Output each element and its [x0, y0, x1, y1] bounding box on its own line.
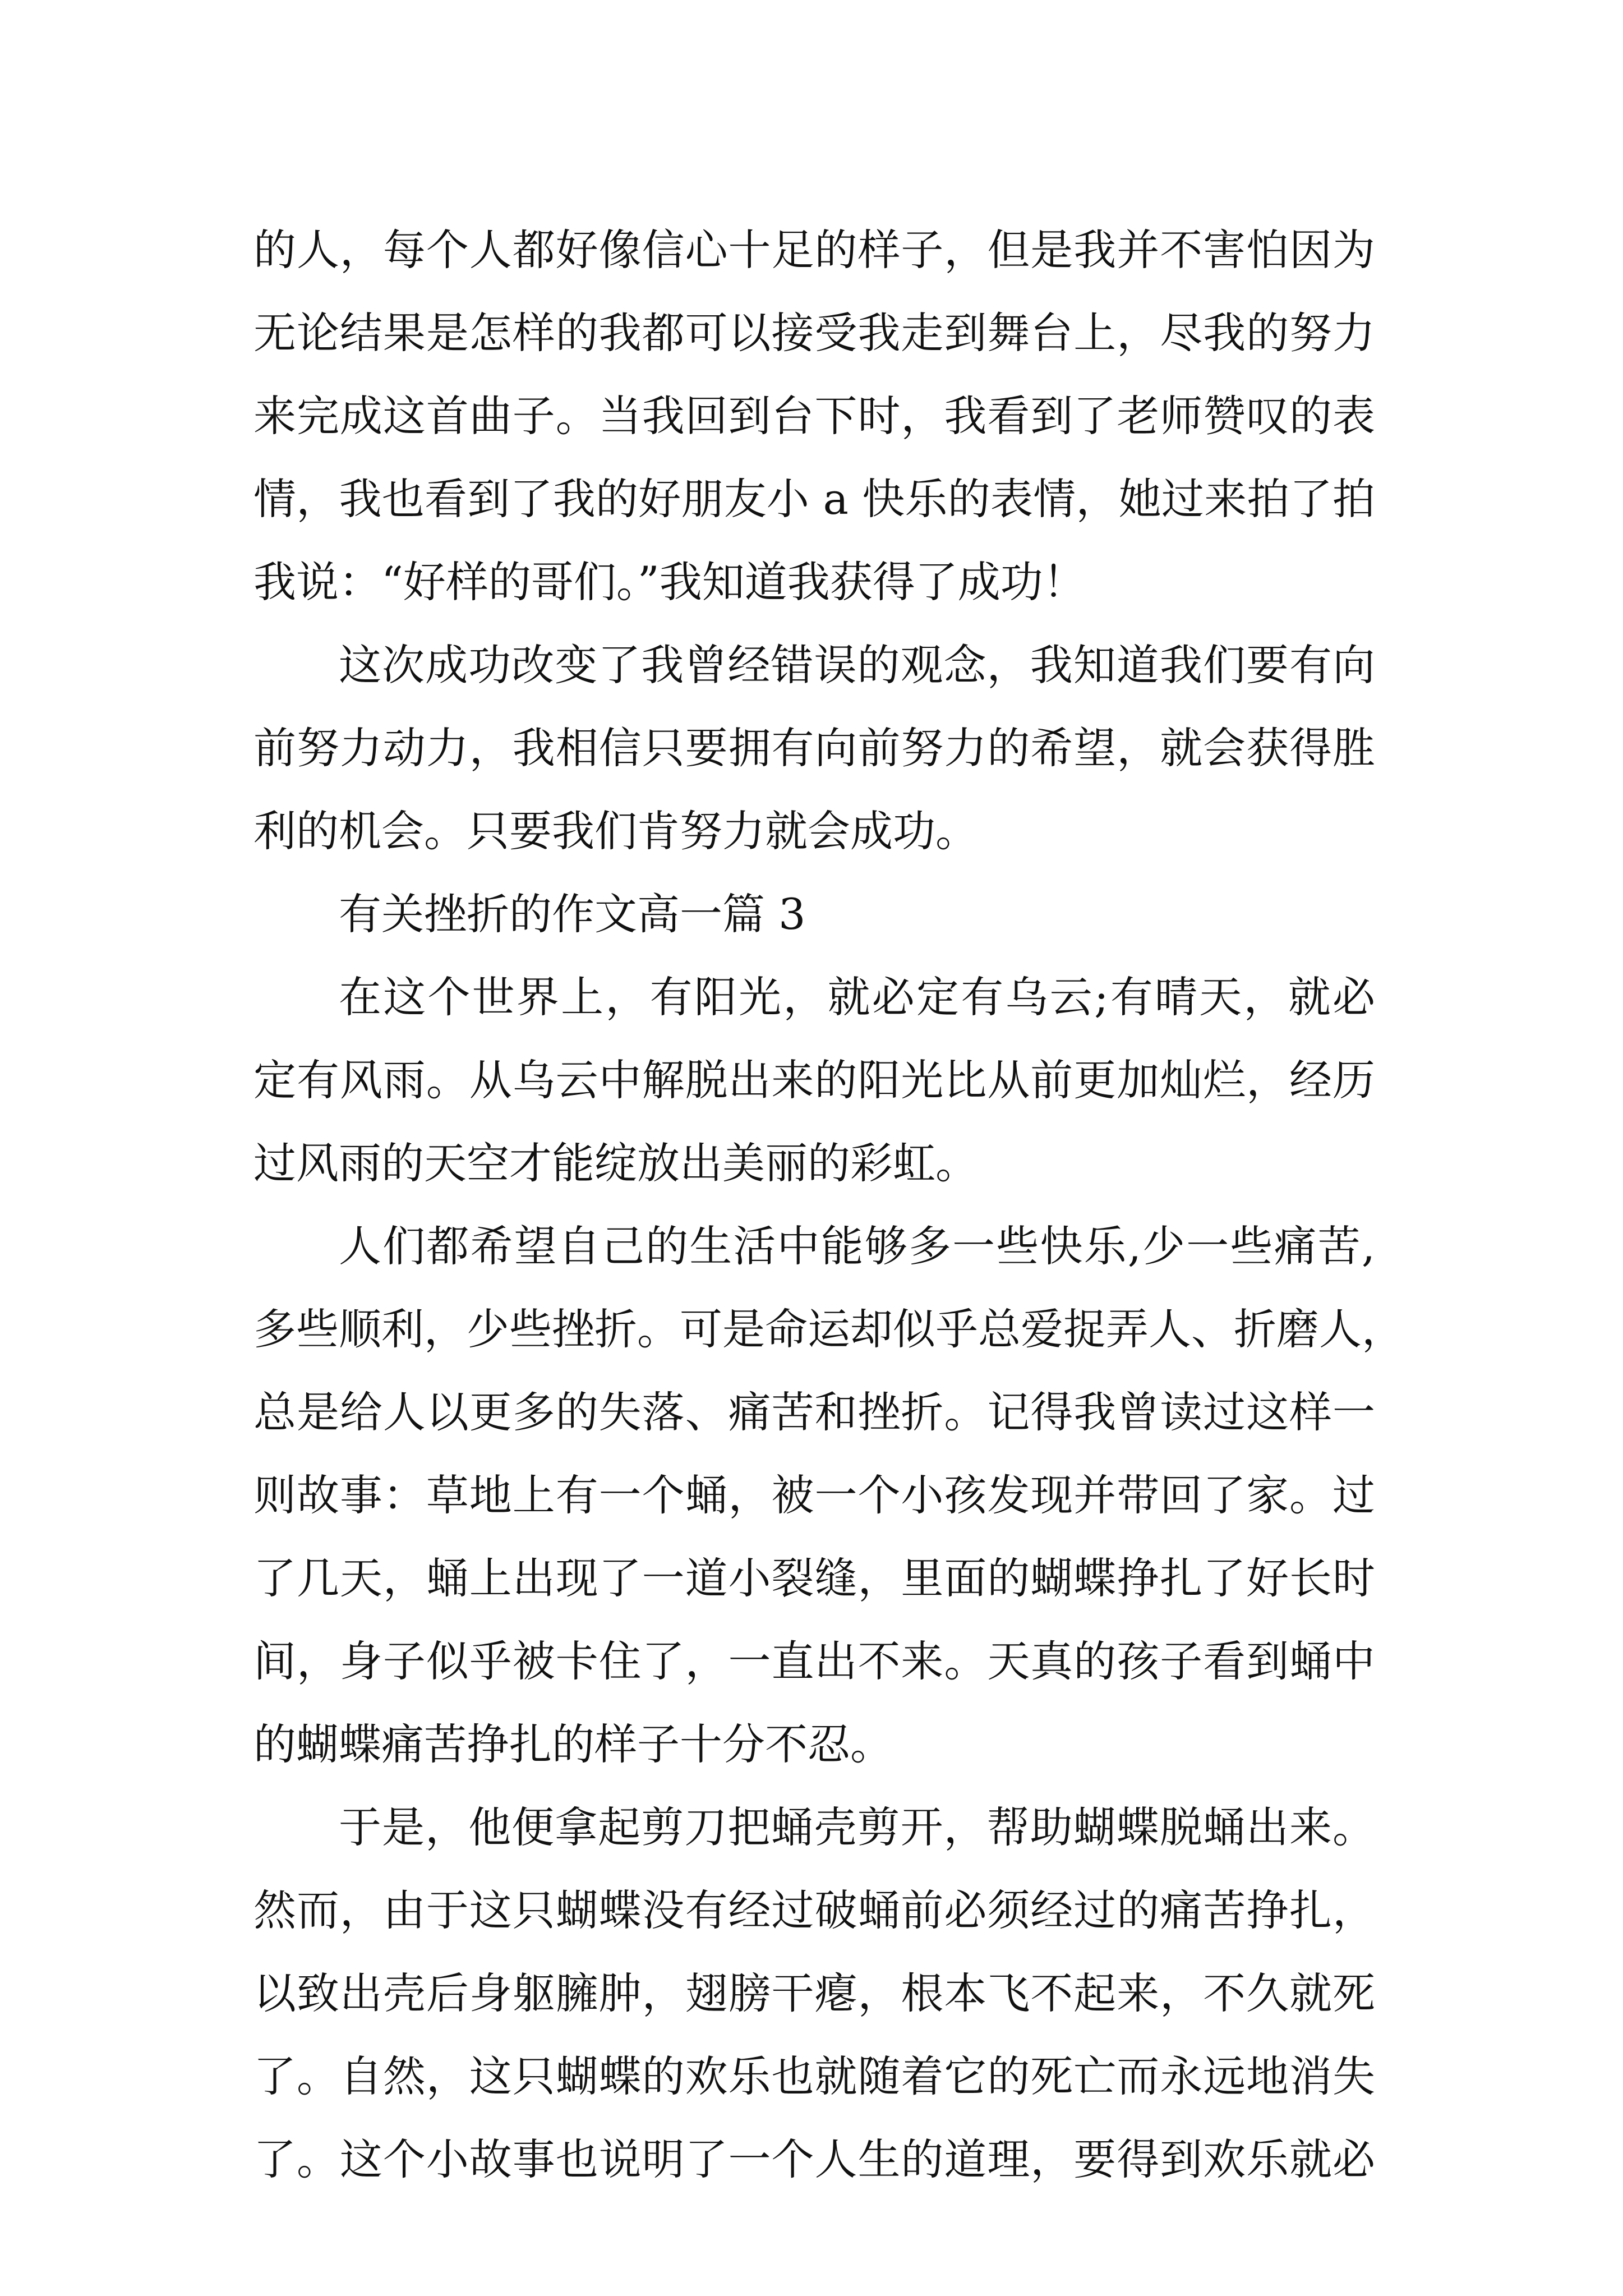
paragraph-start-line: 于是，他便拿起剪刀把蛹壳剪开，帮助蝴蝶脱蛹出来。 — [339, 1802, 1375, 1852]
text-line: 了。这个小故事也说明了一个人生的道理，要得到欢乐就必 — [253, 2134, 1375, 2184]
paragraph-start-line: 这次成功改变了我曾经错误的观念，我知道我们要有向 — [339, 640, 1375, 690]
text-line: 间，身子似乎被卡住了，一直出不来。天真的孩子看到蛹中 — [253, 1636, 1375, 1686]
text-line: 来完成这首曲子。当我回到台下时，我看到了老师赞叹的表 — [253, 391, 1375, 441]
text-line: 则故事：草地上有一个蛹，被一个小孩发现并带回了家。过 — [253, 1470, 1375, 1520]
text-line: 无论结果是怎样的我都可以接受我走到舞台上，尽我的努力 — [253, 308, 1375, 358]
text-line: 然而，由于这只蝴蝶没有经过破蛹前必须经过的痛苦挣扎， — [253, 1885, 1375, 1935]
text-line: 利的机会。只要我们肯努力就会成功。 — [253, 806, 978, 856]
paragraph-start-line: 人们都希望自己的生活中能够多一些快乐,少一些痛苦, — [339, 1221, 1375, 1271]
text-line: 定有风雨。从乌云中解脱出来的阳光比从前更加灿烂，经历 — [253, 1055, 1375, 1105]
text-line: 的人，每个人都好像信心十足的样子，但是我并不害怕因为 — [253, 225, 1375, 275]
text-line: 过风雨的天空才能绽放出美丽的彩虹。 — [253, 1138, 978, 1188]
section-heading: 有关挫折的作文高一篇 3 — [339, 889, 806, 939]
text-line: 情，我也看到了我的好朋友小 a 快乐的表情，她过来拍了拍 — [253, 474, 1375, 524]
text-line: 总是给人以更多的失落、痛苦和挫折。记得我曾读过这样一 — [253, 1387, 1375, 1437]
text-line: 前努力动力，我相信只要拥有向前努力的希望，就会获得胜 — [253, 723, 1375, 773]
text-line: 我说：“好样的哥们。”我知道我获得了成功！ — [253, 557, 1086, 607]
paragraph-start-line: 在这个世界上，有阳光，就必定有乌云;有晴天，就必 — [339, 972, 1375, 1022]
text-line: 多些顺利，少些挫折。可是命运却似乎总爱捉弄人、折磨人， — [253, 1304, 1404, 1354]
text-line: 以致出壳后身躯臃肿，翅膀干瘪，根本飞不起来，不久就死 — [253, 1968, 1375, 2018]
text-line: 的蝴蝶痛苦挣扎的样子十分不忍。 — [253, 1719, 893, 1769]
text-line: 了。自然，这只蝴蝶的欢乐也就随着它的死亡而永远地消失 — [253, 2051, 1375, 2101]
text-line: 了几天，蛹上出现了一道小裂缝，里面的蝴蝶挣扎了好长时 — [253, 1553, 1375, 1603]
body-text — [253, 209, 1404, 2201]
